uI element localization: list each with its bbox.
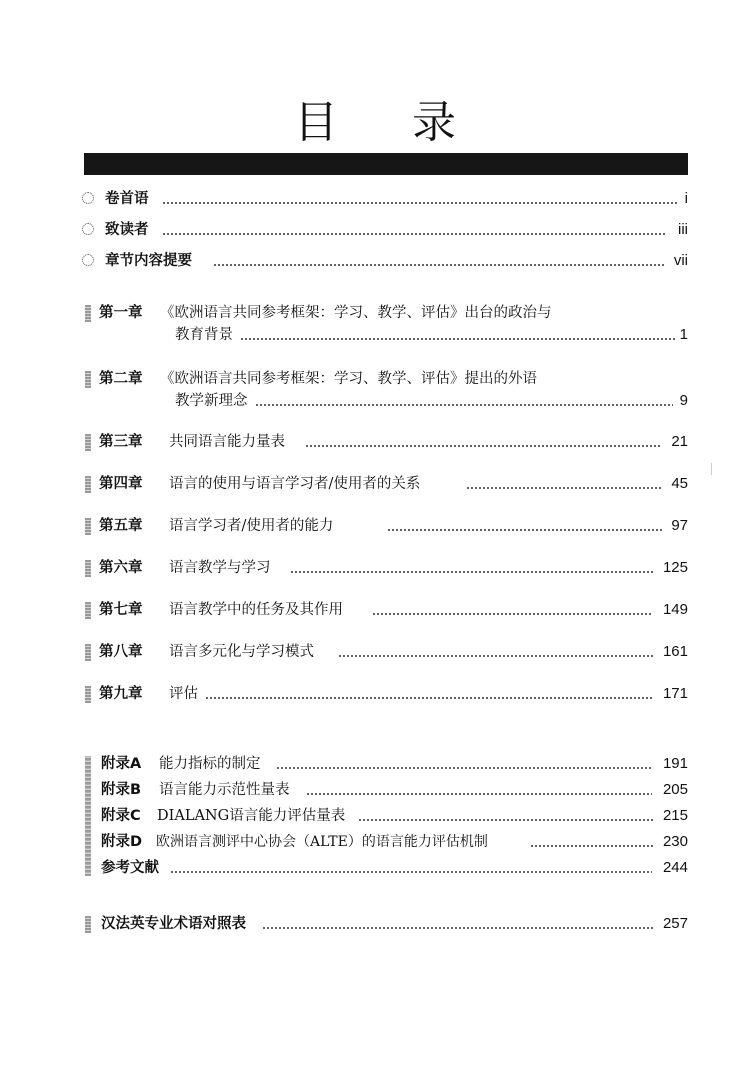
chapter-title: 《欧洲语言共同参考框架：学习、教学、评估》出台的政治与	[160, 305, 552, 321]
appendix-title: 语言能力示范性量表	[159, 782, 290, 798]
dot-leaders	[162, 191, 677, 205]
page-number: 149	[662, 601, 688, 618]
chapter-number: 第三章	[99, 434, 143, 450]
appendix-label: 附录D	[101, 834, 143, 850]
page-number: vii	[673, 252, 688, 269]
toc-entry-front-2[interactable]	[0, 218, 750, 242]
toc-entry-chapter-4[interactable]	[0, 472, 750, 496]
toc-entry-chapter-1-line2[interactable]	[0, 323, 750, 347]
chapter-number: 第四章	[99, 476, 143, 492]
page-number: 230	[662, 833, 688, 850]
chapter-number: 第二章	[99, 371, 143, 387]
page-number: 244	[662, 859, 688, 876]
page-number: 9	[679, 392, 688, 409]
page-number: 1	[679, 326, 688, 343]
toc-entry-chapter-1-line1[interactable]	[0, 301, 750, 325]
appendix-title: 欧洲语言测评中心协会（ALTE）的语言能力评估机制	[156, 834, 488, 850]
chapter-number: 第七章	[99, 602, 143, 618]
dot-leaders	[205, 686, 653, 700]
chapter-number: 第五章	[99, 518, 143, 534]
page-title: 目 录	[294, 97, 486, 148]
chapter-title: 语言多元化与学习模式	[169, 644, 314, 660]
chapter-title: 语言教学中的任务及其作用	[169, 602, 343, 618]
dotted-circle-icon	[82, 192, 94, 204]
entry-label: 致读者	[105, 222, 149, 238]
chapter-marker-icon	[85, 560, 91, 577]
toc-entry-glossary[interactable]	[0, 912, 750, 936]
page-number: 171	[662, 685, 688, 702]
chapter-title: 评估	[169, 686, 198, 702]
entry-label: 卷首语	[105, 191, 149, 207]
dotted-circle-icon	[82, 254, 94, 266]
chapter-marker-icon	[85, 371, 91, 388]
page-number: 21	[671, 433, 688, 450]
appendix-label: 附录A	[101, 756, 142, 772]
dot-leaders	[240, 327, 676, 341]
toc-entry-chapter-3[interactable]	[0, 430, 750, 454]
page-number: 257	[662, 915, 688, 932]
chapter-marker-icon	[85, 305, 91, 322]
toc-entry-chapter-8[interactable]	[0, 640, 750, 664]
dot-leaders	[170, 860, 652, 874]
chapter-number: 第九章	[99, 686, 143, 702]
chapter-marker-icon	[85, 644, 91, 661]
toc-entry-chapter-9[interactable]	[0, 682, 750, 706]
dot-leaders	[466, 476, 662, 490]
appendix-label: 附录C	[101, 808, 141, 824]
dot-leaders	[358, 808, 654, 822]
chapter-title: 《欧洲语言共同参考框架：学习、教学、评估》提出的外语	[160, 371, 537, 387]
chapter-title-cont: 教育背景	[175, 327, 233, 343]
dot-leaders	[255, 393, 673, 407]
toc-entry-references[interactable]	[0, 856, 750, 880]
toc-entry-front-1[interactable]	[0, 187, 750, 211]
page-number: iii	[678, 221, 688, 238]
toc-entry-appendix-d[interactable]	[0, 830, 750, 854]
dotted-circle-icon	[82, 223, 94, 235]
appendix-label: 附录B	[101, 782, 142, 798]
dot-leaders	[306, 782, 652, 796]
chapter-marker-icon	[85, 686, 91, 703]
page-number: 97	[671, 517, 688, 534]
chapter-number: 第八章	[99, 644, 143, 660]
chapter-number: 第六章	[99, 560, 143, 576]
chapter-title: 语言的使用与语言学习者/使用者的关系	[169, 476, 421, 492]
chapter-number: 第一章	[99, 305, 143, 321]
chapter-marker-icon	[85, 518, 91, 535]
chapter-title: 语言学习者/使用者的能力	[169, 518, 334, 534]
toc-entry-appendix-b[interactable]	[0, 778, 750, 802]
dot-leaders	[338, 644, 654, 658]
toc-entry-appendix-c[interactable]	[0, 804, 750, 828]
toc-entry-chapter-7[interactable]	[0, 598, 750, 622]
dot-leaders	[276, 756, 653, 770]
chapter-marker-icon	[85, 916, 91, 933]
references-label: 参考文献	[101, 860, 159, 876]
glossary-label: 汉法英专业术语对照表	[101, 916, 246, 932]
title-rule	[84, 153, 688, 175]
chapter-title-cont: 教学新理念	[175, 393, 248, 409]
page-number: i	[684, 190, 688, 207]
dot-leaders	[290, 560, 653, 574]
page-number: 205	[662, 781, 688, 798]
dot-leaders	[387, 518, 662, 532]
toc-entry-chapter-6[interactable]	[0, 556, 750, 580]
page-number: 125	[662, 559, 688, 576]
page-number: 45	[671, 475, 688, 492]
dot-leaders	[530, 834, 654, 848]
entry-label: 章节内容提要	[105, 253, 192, 269]
toc-entry-chapter-2-line1[interactable]	[0, 367, 750, 391]
toc-entry-chapter-5[interactable]	[0, 514, 750, 538]
dot-leaders	[213, 253, 665, 267]
page-number: 161	[662, 643, 688, 660]
appendix-title: DIALANG语言能力评估量表	[157, 808, 346, 824]
dot-leaders	[305, 434, 661, 448]
toc-entry-front-3[interactable]	[0, 249, 750, 273]
dot-leaders	[262, 916, 654, 930]
chapter-marker-icon	[85, 434, 91, 451]
scan-speck	[711, 463, 712, 475]
page-number: 191	[662, 755, 688, 772]
chapter-marker-icon	[85, 476, 91, 493]
appendix-title: 能力指标的制定	[159, 756, 261, 772]
dot-leaders	[372, 602, 652, 616]
toc-entry-appendix-a[interactable]	[0, 752, 750, 776]
toc-entry-chapter-2-line2[interactable]	[0, 389, 750, 413]
chapter-title: 语言教学与学习	[169, 560, 271, 576]
chapter-marker-icon	[85, 602, 91, 619]
page-number: 215	[662, 807, 688, 824]
chapter-title: 共同语言能力量表	[169, 434, 285, 450]
dot-leaders	[162, 222, 667, 236]
